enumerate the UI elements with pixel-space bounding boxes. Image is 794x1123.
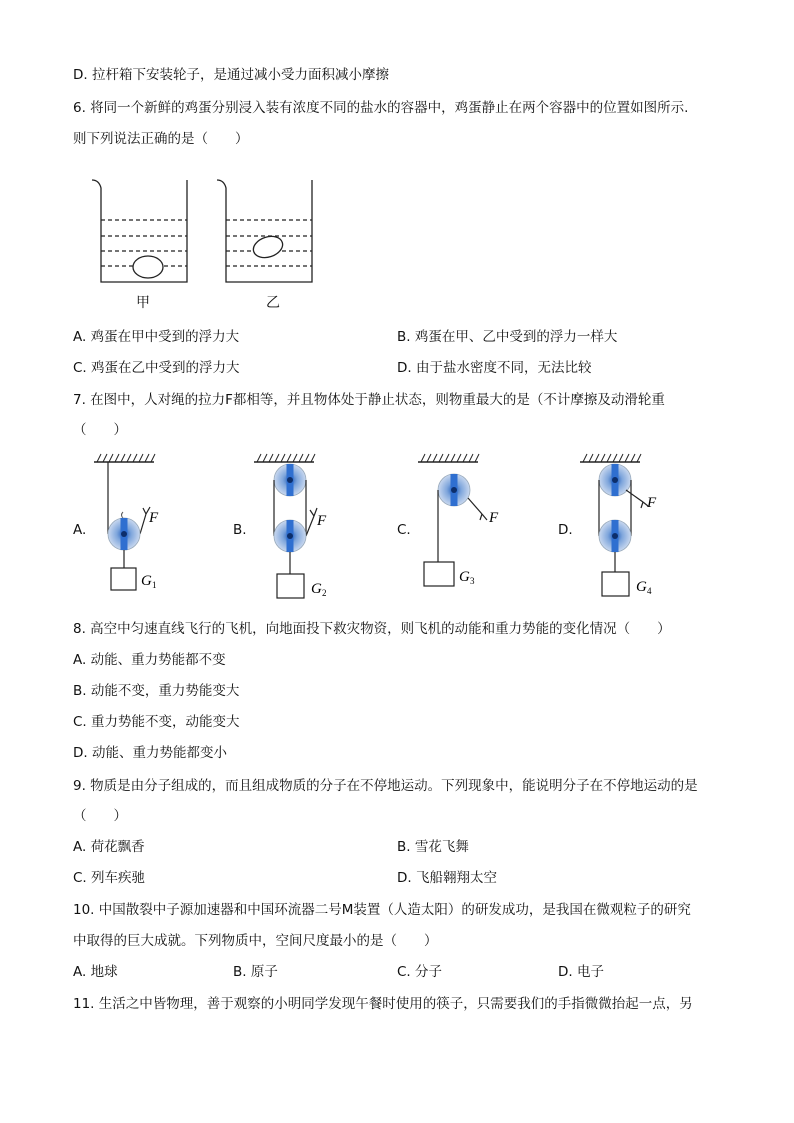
- egg-yi: [251, 233, 286, 261]
- pulley-figure-d: [580, 454, 657, 596]
- figure-label-jia: 甲: [136, 295, 150, 311]
- q8-option-b: B. 动能不变，重力势能变大: [73, 683, 240, 699]
- q8-option-a: A. 动能、重力势能都不变: [73, 652, 226, 668]
- q10-option-a: A. 地球: [73, 964, 118, 980]
- weight-label-b: G: [311, 581, 322, 597]
- q7-pulley-figures: [88, 450, 668, 605]
- q8-option-c: C. 重力势能不变，动能变大: [73, 714, 240, 730]
- weight-label-d: G: [636, 579, 647, 595]
- beaker-yi: [217, 180, 312, 282]
- q6-option-a: A. 鸡蛋在甲中受到的浮力大: [73, 329, 240, 345]
- force-label-a: F: [149, 510, 159, 526]
- q9-option-a: A. 荷花飘香: [73, 839, 145, 855]
- q5-option-d: D. 拉杆箱下安装轮子，是通过减小受力面积减小摩擦: [73, 67, 389, 83]
- force-label-c: F: [489, 510, 499, 526]
- weight-sub-a: 1: [152, 580, 157, 590]
- q6-beaker-figure: [85, 170, 315, 310]
- weight-label-a: G: [141, 573, 152, 589]
- weight-sub-d: 4: [647, 586, 652, 596]
- q10-option-d: D. 电子: [558, 964, 604, 980]
- q10-option-b: B. 原子: [233, 964, 278, 980]
- force-label-d: F: [647, 495, 657, 511]
- weight-label-c: G: [459, 569, 470, 585]
- q6-option-c: C. 鸡蛋在乙中受到的浮力大: [73, 360, 240, 376]
- q6-stem-line2: 则下列说法正确的是（ ）: [73, 131, 249, 147]
- q8-option-d: D. 动能、重力势能都变小: [73, 745, 227, 761]
- q6-stem-line1: 6. 将同一个新鲜的鸡蛋分别浸入装有浓度不同的盐水的容器中，鸡蛋静止在两个容器中的位置如图所示.: [73, 100, 689, 116]
- q9-option-c: C. 列车疾驰: [73, 870, 146, 886]
- q10-stem-line1: 10. 中国散裂中子源加速器和中国环流器二号M装置（人造太阳）的研发成功，是我国在微观粒子的研究: [73, 902, 691, 918]
- q7-stem-line1: 7. 在图中，人对绳的拉力F都相等，并且物体处于静止状态，则物重最大的是（不计摩擦及动滑轮重: [73, 392, 665, 408]
- q8-stem: 8. 高空中匀速直线飞行的飞机，向地面投下救灾物资，则飞机的动能和重力势能的变化情况（ ）: [73, 621, 671, 637]
- weight-sub-b: 2: [322, 588, 327, 598]
- q7-option-d-label: D.: [558, 522, 573, 538]
- beaker-jia: [92, 180, 187, 282]
- q7-option-b-label: B.: [233, 522, 247, 538]
- q7-stem-line2: （ ）: [73, 422, 127, 438]
- q7-option-c-label: C.: [397, 522, 411, 538]
- q9-option-b: B. 雪花飞舞: [397, 839, 469, 855]
- weight-sub-c: 3: [470, 576, 475, 586]
- q9-stem-line1: 9. 物质是由分子组成的，而且组成物质的分子在不停地运动。下列现象中，能说明分子在不停地运动的是: [73, 778, 698, 794]
- q11-stem-line1: 11. 生活之中皆物理，善于观察的小明同学发现午餐时使用的筷子，只需要我们的手指微微抬起一点，另: [73, 996, 693, 1012]
- q10-stem-line2: 中取得的巨大成就。下列物质中，空间尺度最小的是（ ）: [73, 933, 438, 949]
- force-label-b: F: [317, 513, 327, 529]
- q6-option-d: D. 由于盐水密度不同，无法比较: [397, 360, 592, 376]
- pulley-figure-b: [254, 454, 327, 598]
- q7-option-a-label: A.: [73, 522, 87, 538]
- pulley-figure-a: [94, 454, 159, 590]
- egg-jia: [133, 256, 163, 278]
- pulley-figure-c: [418, 454, 499, 586]
- q10-option-c: C. 分子: [397, 964, 443, 980]
- q6-option-b: B. 鸡蛋在甲、乙中受到的浮力一样大: [397, 329, 618, 345]
- figure-label-yi: 乙: [266, 295, 280, 311]
- q9-stem-line2: （ ）: [73, 808, 127, 824]
- q9-option-d: D. 飞船翱翔太空: [397, 870, 497, 886]
